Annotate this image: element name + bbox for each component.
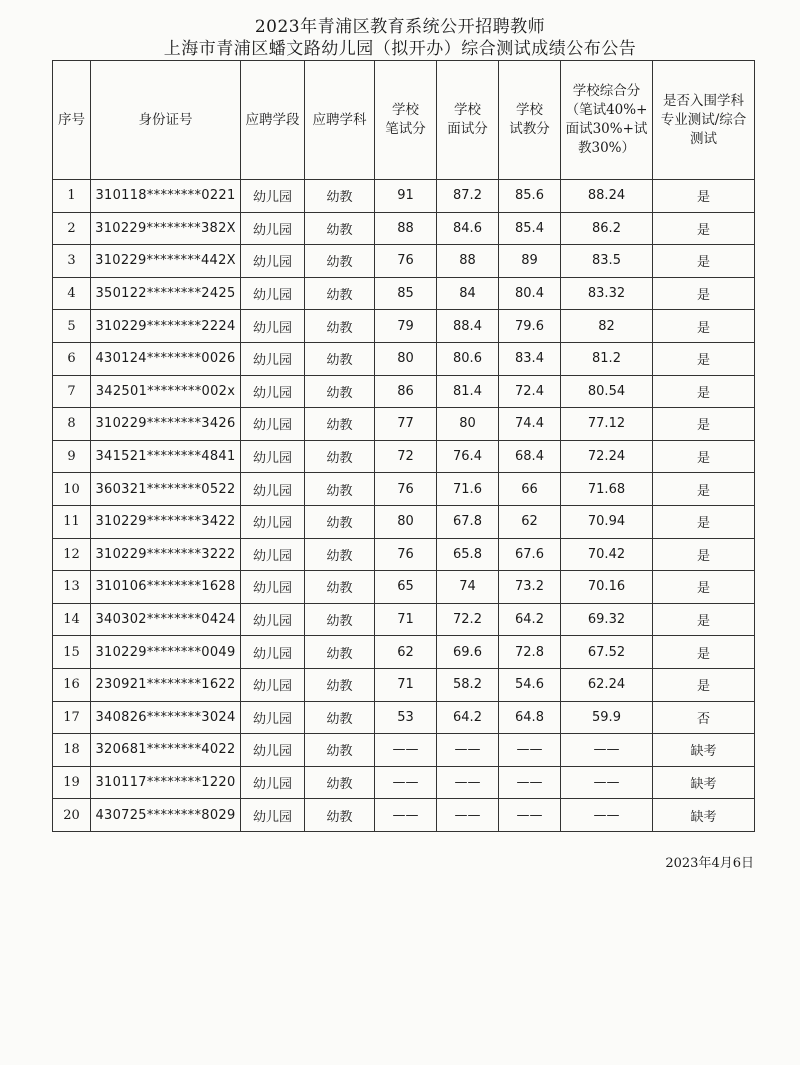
cell-id: 430725********8029 [91, 799, 241, 832]
cell-interview: 58.2 [437, 668, 499, 701]
cell-trial: 64.8 [499, 701, 561, 734]
cell-composite: —— [561, 766, 653, 799]
cell-stage: 幼儿园 [241, 408, 305, 441]
cell-shortlisted: 是 [653, 636, 755, 669]
table-row [53, 375, 755, 408]
cell-interview: 88 [437, 245, 499, 278]
cell-seq: 14 [53, 603, 91, 636]
cell-shortlisted: 是 [653, 571, 755, 604]
cell-subject: 幼教 [305, 701, 375, 734]
cell-stage: 幼儿园 [241, 603, 305, 636]
cell-composite: 88.24 [561, 180, 653, 213]
table-row [53, 734, 755, 767]
cell-stage: 幼儿园 [241, 440, 305, 473]
cell-subject: 幼教 [305, 408, 375, 441]
cell-composite: 67.52 [561, 636, 653, 669]
cell-seq: 11 [53, 505, 91, 538]
cell-shortlisted: 是 [653, 408, 755, 441]
cell-subject: 幼教 [305, 277, 375, 310]
table-row [53, 342, 755, 375]
cell-trial: 85.4 [499, 212, 561, 245]
header-stage: 应聘学段 [241, 61, 305, 180]
cell-seq: 19 [53, 766, 91, 799]
cell-subject: 幼教 [305, 505, 375, 538]
cell-seq: 1 [53, 180, 91, 213]
cell-composite: 72.24 [561, 440, 653, 473]
cell-interview: 65.8 [437, 538, 499, 571]
header-id: 身份证号 [91, 61, 241, 180]
publish-date: 2023年4月6日 [665, 856, 754, 871]
cell-written: 80 [375, 505, 437, 538]
cell-shortlisted: 是 [653, 375, 755, 408]
cell-written: —— [375, 799, 437, 832]
cell-id: 310229********382X [91, 212, 241, 245]
cell-written: 86 [375, 375, 437, 408]
cell-written: 71 [375, 668, 437, 701]
cell-trial: 64.2 [499, 603, 561, 636]
cell-id: 310229********0049 [91, 636, 241, 669]
cell-stage: 幼儿园 [241, 571, 305, 604]
cell-interview: 88.4 [437, 310, 499, 343]
header-trial: 学校 试教分 [499, 61, 561, 180]
table-row [53, 603, 755, 636]
cell-stage: 幼儿园 [241, 310, 305, 343]
cell-id: 310117********1220 [91, 766, 241, 799]
cell-id: 342501********002x [91, 375, 241, 408]
cell-seq: 16 [53, 668, 91, 701]
cell-shortlisted: 是 [653, 212, 755, 245]
cell-stage: 幼儿园 [241, 212, 305, 245]
cell-written: 65 [375, 571, 437, 604]
cell-subject: 幼教 [305, 636, 375, 669]
table-body [53, 180, 755, 832]
header-seq: 序号 [53, 61, 91, 180]
cell-shortlisted: 是 [653, 440, 755, 473]
cell-interview: 67.8 [437, 505, 499, 538]
table-row [53, 799, 755, 832]
cell-seq: 4 [53, 277, 91, 310]
cell-trial: —— [499, 766, 561, 799]
cell-written: —— [375, 734, 437, 767]
cell-interview: 74 [437, 571, 499, 604]
cell-written: 76 [375, 473, 437, 506]
cell-interview: 71.6 [437, 473, 499, 506]
cell-id: 310229********3222 [91, 538, 241, 571]
cell-id: 310106********1628 [91, 571, 241, 604]
cell-composite: 82 [561, 310, 653, 343]
cell-trial: 66 [499, 473, 561, 506]
cell-composite: 62.24 [561, 668, 653, 701]
cell-seq: 18 [53, 734, 91, 767]
cell-id: 310229********3426 [91, 408, 241, 441]
cell-stage: 幼儿园 [241, 375, 305, 408]
cell-composite: 71.68 [561, 473, 653, 506]
table-row [53, 571, 755, 604]
cell-id: 310229********3422 [91, 505, 241, 538]
cell-seq: 10 [53, 473, 91, 506]
cell-trial: 67.6 [499, 538, 561, 571]
cell-seq: 2 [53, 212, 91, 245]
cell-stage: 幼儿园 [241, 245, 305, 278]
cell-interview: 84 [437, 277, 499, 310]
cell-subject: 幼教 [305, 799, 375, 832]
cell-shortlisted: 是 [653, 180, 755, 213]
cell-trial: 89 [499, 245, 561, 278]
cell-subject: 幼教 [305, 375, 375, 408]
cell-trial: 68.4 [499, 440, 561, 473]
cell-seq: 3 [53, 245, 91, 278]
cell-subject: 幼教 [305, 734, 375, 767]
cell-interview: 80.6 [437, 342, 499, 375]
cell-stage: 幼儿园 [241, 668, 305, 701]
cell-stage: 幼儿园 [241, 277, 305, 310]
cell-id: 340302********0424 [91, 603, 241, 636]
table-row [53, 636, 755, 669]
header-composite: 学校综合分 （笔试40%+ 面试30%+试 教30%） [561, 61, 653, 180]
cell-subject: 幼教 [305, 766, 375, 799]
cell-subject: 幼教 [305, 180, 375, 213]
page-title: 2023年青浦区教育系统公开招聘教师 [254, 17, 546, 37]
cell-stage: 幼儿园 [241, 701, 305, 734]
cell-subject: 幼教 [305, 440, 375, 473]
header-row [53, 61, 755, 180]
table-row [53, 701, 755, 734]
cell-trial: —— [499, 734, 561, 767]
cell-id: 430124********0026 [91, 342, 241, 375]
cell-shortlisted: 是 [653, 245, 755, 278]
table-row [53, 538, 755, 571]
cell-stage: 幼儿园 [241, 342, 305, 375]
table-row [53, 245, 755, 278]
cell-subject: 幼教 [305, 668, 375, 701]
cell-written: 79 [375, 310, 437, 343]
cell-shortlisted: 缺考 [653, 799, 755, 832]
cell-trial: 72.4 [499, 375, 561, 408]
cell-seq: 15 [53, 636, 91, 669]
cell-trial: 85.6 [499, 180, 561, 213]
table-row [53, 180, 755, 213]
cell-interview: 87.2 [437, 180, 499, 213]
cell-shortlisted: 是 [653, 505, 755, 538]
cell-interview: —— [437, 766, 499, 799]
cell-id: 310118********0221 [91, 180, 241, 213]
cell-composite: 86.2 [561, 212, 653, 245]
cell-stage: 幼儿园 [241, 636, 305, 669]
cell-shortlisted: 否 [653, 701, 755, 734]
cell-interview: 76.4 [437, 440, 499, 473]
cell-trial: 80.4 [499, 277, 561, 310]
cell-subject: 幼教 [305, 571, 375, 604]
table-row [53, 668, 755, 701]
table-row [53, 408, 755, 441]
header-written: 学校 笔试分 [375, 61, 437, 180]
cell-trial: 72.8 [499, 636, 561, 669]
header-interview: 学校 面试分 [437, 61, 499, 180]
table-row [53, 310, 755, 343]
cell-trial: —— [499, 799, 561, 832]
cell-shortlisted: 是 [653, 277, 755, 310]
cell-stage: 幼儿园 [241, 766, 305, 799]
cell-stage: 幼儿园 [241, 505, 305, 538]
cell-id: 340826********3024 [91, 701, 241, 734]
page-subtitle: 上海市青浦区蟠文路幼儿园（拟开办）综合测试成绩公布公告 [163, 39, 637, 59]
cell-stage: 幼儿园 [241, 180, 305, 213]
cell-seq: 9 [53, 440, 91, 473]
cell-composite: 59.9 [561, 701, 653, 734]
cell-trial: 74.4 [499, 408, 561, 441]
cell-written: 53 [375, 701, 437, 734]
cell-composite: 69.32 [561, 603, 653, 636]
cell-id: 320681********4022 [91, 734, 241, 767]
cell-shortlisted: 是 [653, 342, 755, 375]
cell-composite: 83.5 [561, 245, 653, 278]
scores-table [52, 60, 755, 832]
cell-seq: 20 [53, 799, 91, 832]
cell-interview: —— [437, 734, 499, 767]
cell-seq: 12 [53, 538, 91, 571]
cell-id: 341521********4841 [91, 440, 241, 473]
cell-trial: 54.6 [499, 668, 561, 701]
cell-seq: 17 [53, 701, 91, 734]
cell-composite: 77.12 [561, 408, 653, 441]
cell-id: 230921********1622 [91, 668, 241, 701]
cell-composite: —— [561, 799, 653, 832]
cell-written: 80 [375, 342, 437, 375]
cell-composite: —— [561, 734, 653, 767]
cell-id: 350122********2425 [91, 277, 241, 310]
cell-seq: 5 [53, 310, 91, 343]
cell-shortlisted: 是 [653, 538, 755, 571]
cell-subject: 幼教 [305, 212, 375, 245]
cell-trial: 73.2 [499, 571, 561, 604]
cell-interview: 69.6 [437, 636, 499, 669]
cell-composite: 70.94 [561, 505, 653, 538]
table-row [53, 473, 755, 506]
cell-interview: —— [437, 799, 499, 832]
cell-composite: 81.2 [561, 342, 653, 375]
cell-written: 85 [375, 277, 437, 310]
table-row [53, 277, 755, 310]
header-shortlisted: 是否入围学科 专业测试/综合 测试 [653, 61, 755, 180]
cell-written: 91 [375, 180, 437, 213]
cell-interview: 64.2 [437, 701, 499, 734]
cell-written: 62 [375, 636, 437, 669]
cell-stage: 幼儿园 [241, 538, 305, 571]
cell-written: 88 [375, 212, 437, 245]
cell-subject: 幼教 [305, 342, 375, 375]
cell-written: 76 [375, 538, 437, 571]
cell-interview: 84.6 [437, 212, 499, 245]
cell-shortlisted: 是 [653, 603, 755, 636]
cell-written: 77 [375, 408, 437, 441]
cell-composite: 80.54 [561, 375, 653, 408]
cell-shortlisted: 缺考 [653, 734, 755, 767]
cell-subject: 幼教 [305, 310, 375, 343]
table-row [53, 766, 755, 799]
cell-stage: 幼儿园 [241, 799, 305, 832]
cell-written: 72 [375, 440, 437, 473]
cell-written: —— [375, 766, 437, 799]
table-row [53, 212, 755, 245]
cell-composite: 70.42 [561, 538, 653, 571]
cell-seq: 8 [53, 408, 91, 441]
cell-composite: 70.16 [561, 571, 653, 604]
cell-shortlisted: 是 [653, 310, 755, 343]
cell-subject: 幼教 [305, 473, 375, 506]
cell-seq: 6 [53, 342, 91, 375]
cell-seq: 7 [53, 375, 91, 408]
cell-trial: 83.4 [499, 342, 561, 375]
cell-interview: 72.2 [437, 603, 499, 636]
cell-shortlisted: 是 [653, 473, 755, 506]
cell-shortlisted: 缺考 [653, 766, 755, 799]
cell-id: 310229********2224 [91, 310, 241, 343]
cell-id: 310229********442X [91, 245, 241, 278]
cell-stage: 幼儿园 [241, 734, 305, 767]
table-row [53, 440, 755, 473]
cell-written: 76 [375, 245, 437, 278]
cell-subject: 幼教 [305, 245, 375, 278]
cell-subject: 幼教 [305, 538, 375, 571]
cell-written: 71 [375, 603, 437, 636]
cell-shortlisted: 是 [653, 668, 755, 701]
cell-interview: 81.4 [437, 375, 499, 408]
cell-subject: 幼教 [305, 603, 375, 636]
table-row [53, 505, 755, 538]
header-subject: 应聘学科 [305, 61, 375, 180]
cell-composite: 83.32 [561, 277, 653, 310]
cell-interview: 80 [437, 408, 499, 441]
cell-trial: 79.6 [499, 310, 561, 343]
cell-trial: 62 [499, 505, 561, 538]
cell-id: 360321********0522 [91, 473, 241, 506]
cell-seq: 13 [53, 571, 91, 604]
cell-stage: 幼儿园 [241, 473, 305, 506]
